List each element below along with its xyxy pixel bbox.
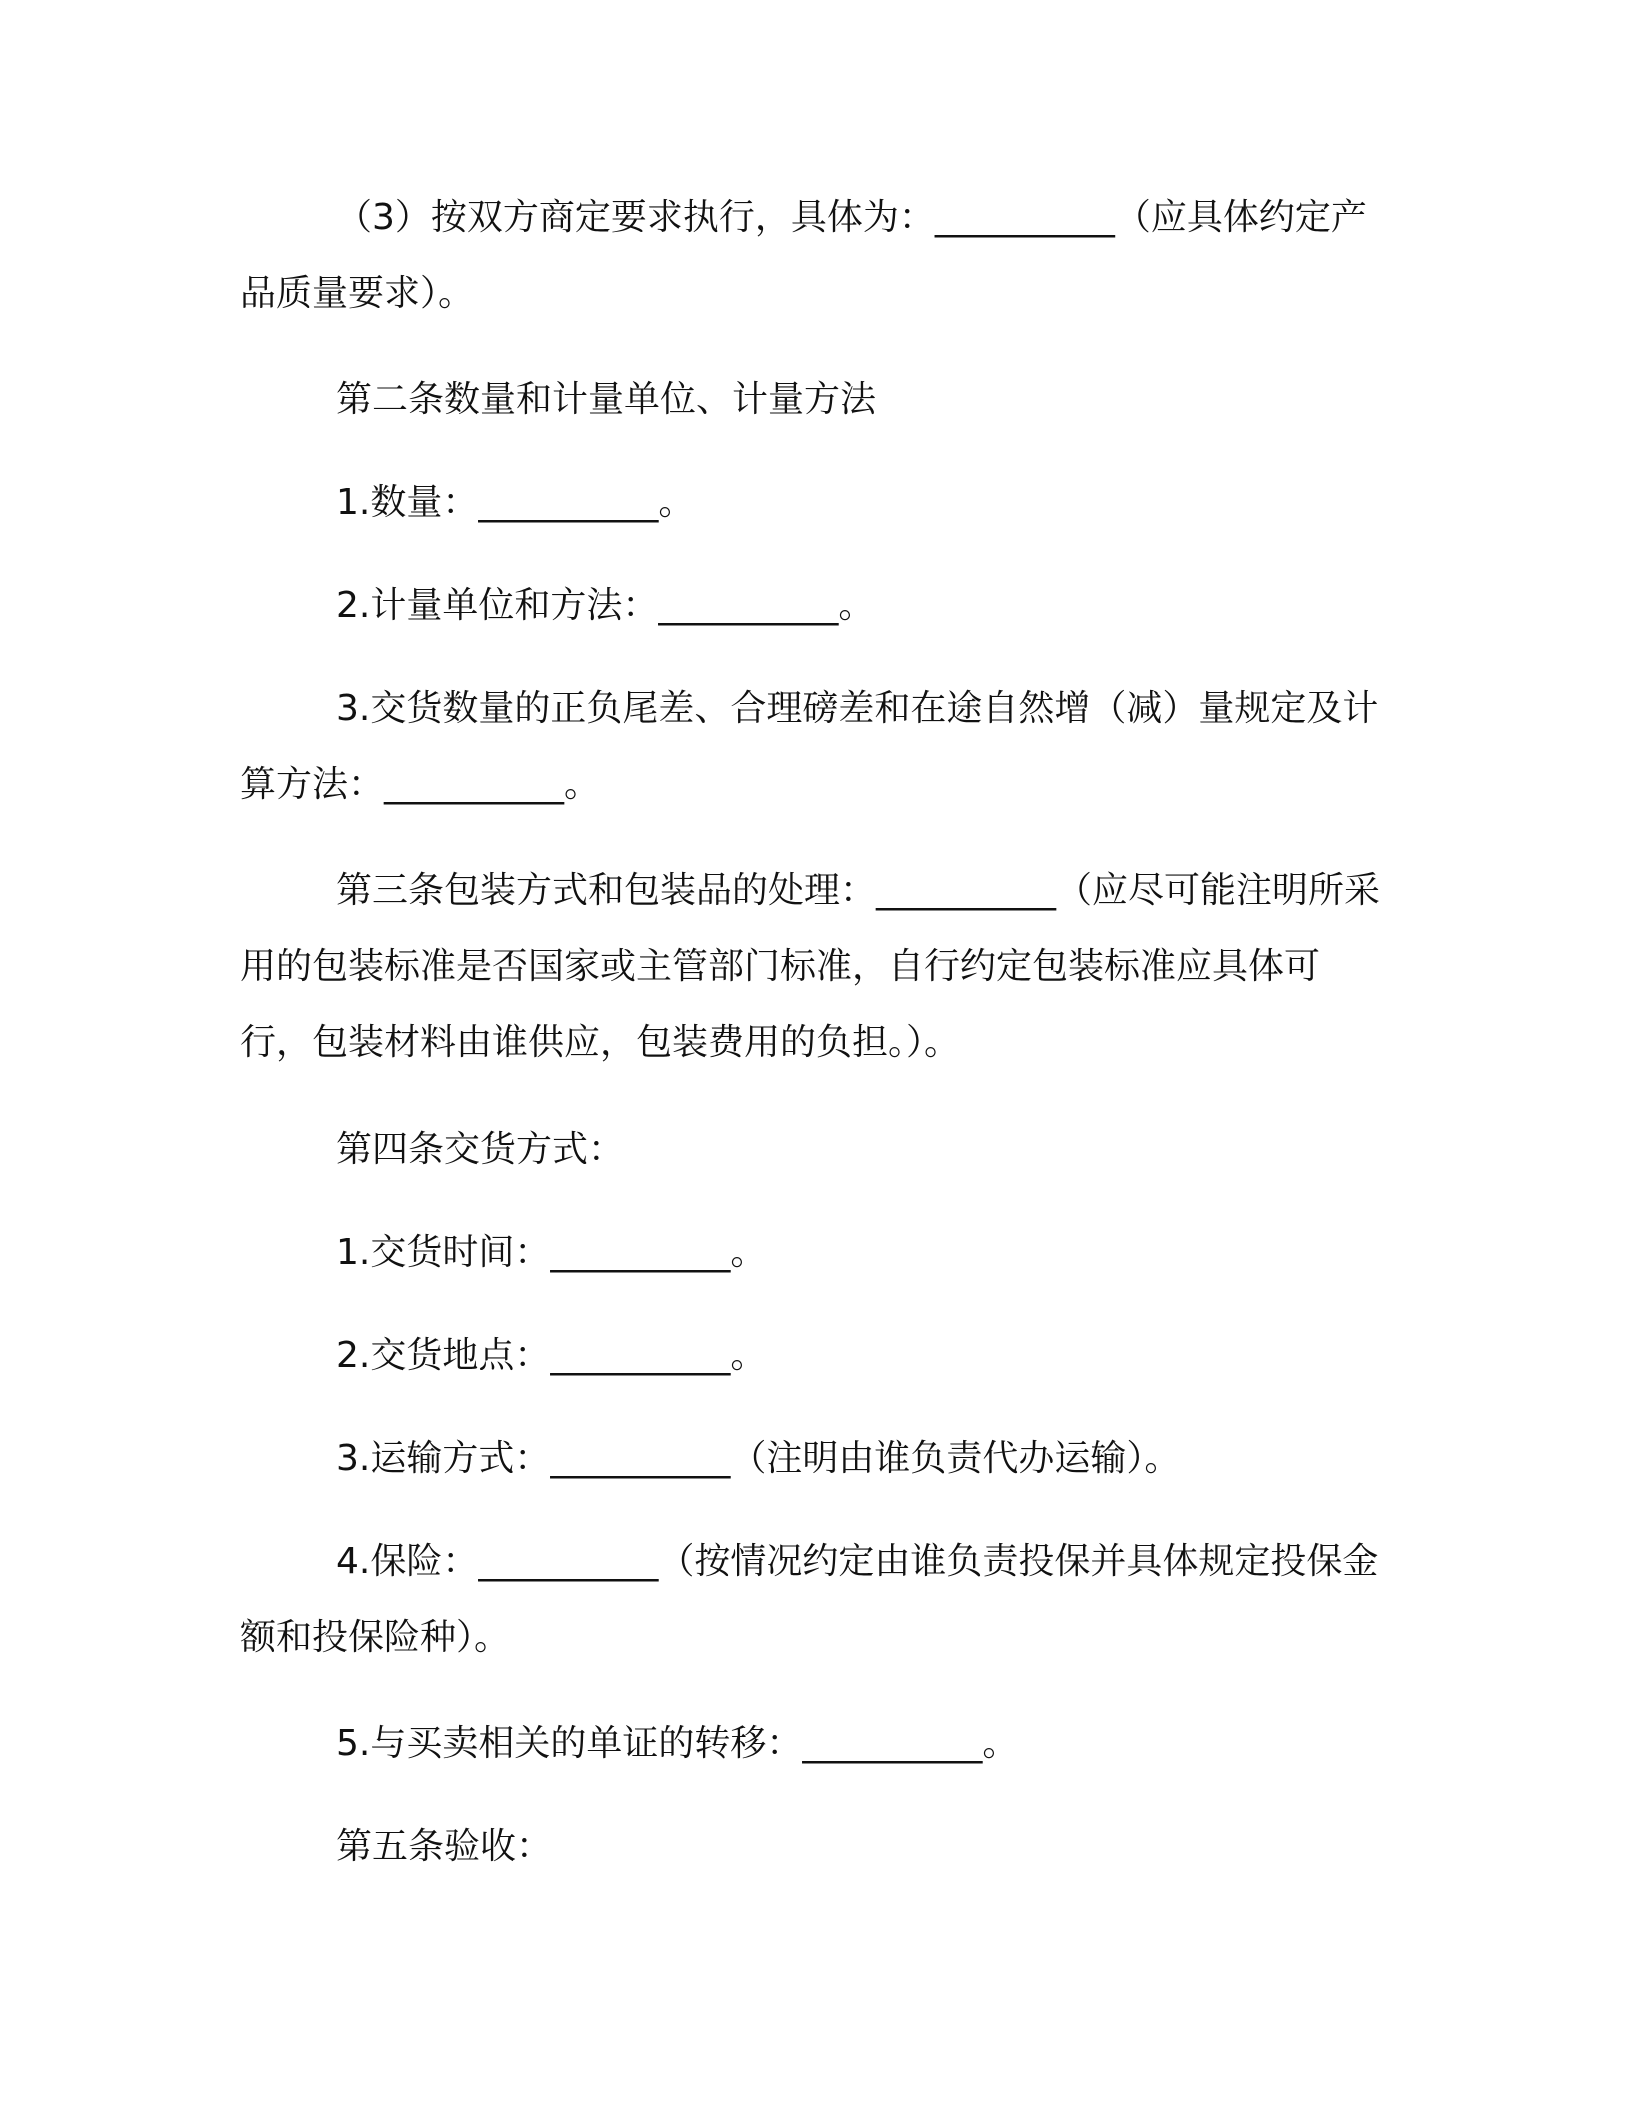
paragraph-delivery-place: 2.交货地点：__________。 <box>336 1335 767 1376</box>
heading-article-2-quantity: 第二条数量和计量单位、计量方法 <box>336 379 877 420</box>
paragraph-delivery-time: 1.交货时间：__________。 <box>336 1232 767 1273</box>
paragraph-delivery-tolerance: 3.交货数量的正负尾差、合理磅差和在途自然增（减）量规定及计算方法：__________。 <box>240 688 1379 805</box>
heading-article-4-delivery: 第四条交货方式： <box>336 1129 625 1170</box>
paragraph-transport-method: 3.运输方式：__________（注明由谁负责代办运输）。 <box>336 1438 1181 1479</box>
paragraph-quality-requirement: （3）按双方商定要求执行，具体为：__________（应具体约定产品质量要求）。 <box>240 197 1367 314</box>
paragraph-insurance: 4.保险：__________（按情况约定由谁负责投保并具体规定投保金额和投保险种）。 <box>240 1541 1379 1658</box>
heading-article-5-acceptance: 第五条验收： <box>336 1826 553 1867</box>
paragraph-quantity: 1.数量：__________。 <box>336 482 695 523</box>
paragraph-measurement-unit: 2.计量单位和方法：__________。 <box>336 585 875 626</box>
paragraph-document-transfer: 5.与买卖相关的单证的转移：__________。 <box>336 1723 1019 1764</box>
paragraph-article-3-packaging: 第三条包装方式和包装品的处理：__________（应尽可能注明所采用的包装标准是否国家或主管部门标准，自行约定包装标准应具体可行，包装材料由谁供应，包装费用的负担。）。 <box>240 870 1381 1063</box>
